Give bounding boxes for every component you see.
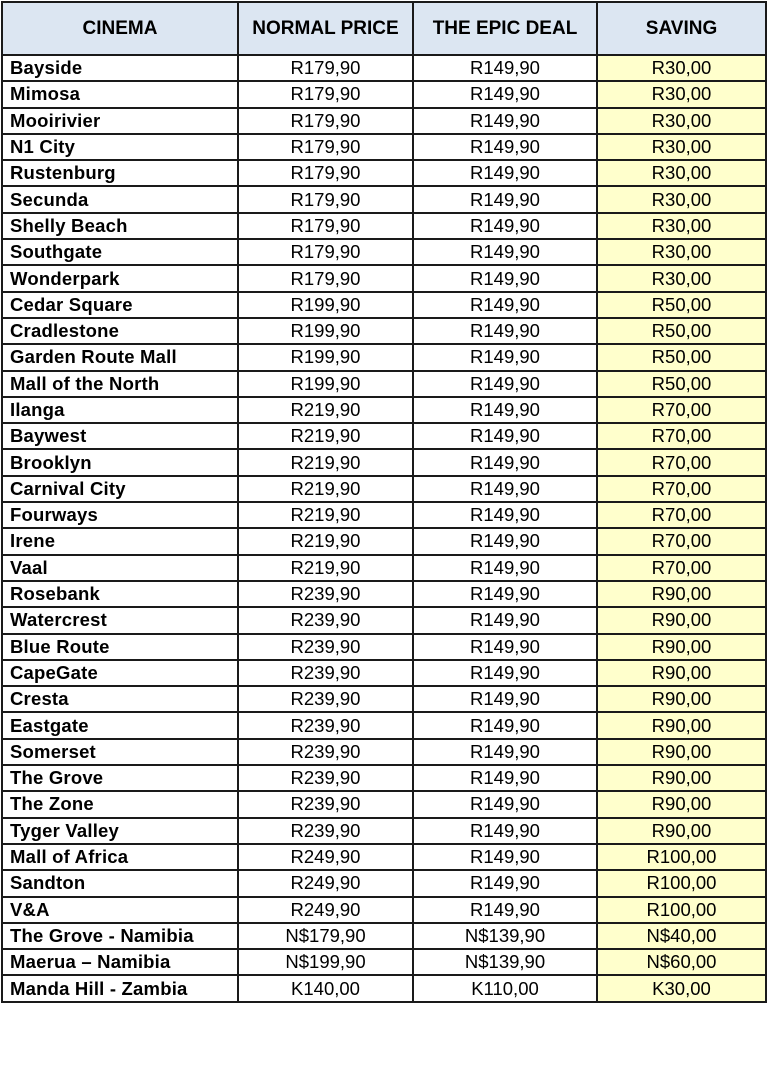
cell-cinema: Sandton: [2, 870, 238, 896]
cell-normal-price: R199,90: [238, 371, 413, 397]
table-row: [2, 318, 766, 344]
cell-saving: R70,00: [597, 449, 766, 475]
header-epic-deal: THE EPIC DEAL: [413, 2, 597, 55]
cell-saving: R100,00: [597, 844, 766, 870]
table-row: [2, 371, 766, 397]
cell-normal-price: R219,90: [238, 555, 413, 581]
cell-epic-deal: R149,90: [413, 818, 597, 844]
cell-saving: R30,00: [597, 108, 766, 134]
cell-cinema: Tyger Valley: [2, 818, 238, 844]
table-row: [2, 686, 766, 712]
cell-saving: N$60,00: [597, 949, 766, 975]
table-row: [2, 607, 766, 633]
cell-epic-deal: R149,90: [413, 634, 597, 660]
cell-saving: R90,00: [597, 686, 766, 712]
cell-epic-deal: R149,90: [413, 371, 597, 397]
cell-normal-price: R239,90: [238, 739, 413, 765]
cell-normal-price: R199,90: [238, 344, 413, 370]
table-row: [2, 502, 766, 528]
cell-normal-price: R239,90: [238, 660, 413, 686]
cell-epic-deal: R149,90: [413, 449, 597, 475]
cell-cinema: Rosebank: [2, 581, 238, 607]
cell-epic-deal: R149,90: [413, 213, 597, 239]
table-row: [2, 134, 766, 160]
cell-normal-price: R179,90: [238, 81, 413, 107]
cell-normal-price: R179,90: [238, 134, 413, 160]
cell-normal-price: R249,90: [238, 897, 413, 923]
cell-epic-deal: R149,90: [413, 292, 597, 318]
table-row: [2, 634, 766, 660]
cell-normal-price: R249,90: [238, 844, 413, 870]
table-row: [2, 186, 766, 212]
cell-epic-deal: R149,90: [413, 555, 597, 581]
table-row: [2, 160, 766, 186]
cell-cinema: CapeGate: [2, 660, 238, 686]
cell-saving: R30,00: [597, 134, 766, 160]
cell-saving: R90,00: [597, 581, 766, 607]
cell-normal-price: N$179,90: [238, 923, 413, 949]
cell-cinema: Wonderpark: [2, 265, 238, 291]
cell-normal-price: R219,90: [238, 502, 413, 528]
table-row: [2, 108, 766, 134]
cell-normal-price: R199,90: [238, 318, 413, 344]
cell-normal-price: R239,90: [238, 634, 413, 660]
table-row: [2, 712, 766, 738]
cell-epic-deal: R149,90: [413, 476, 597, 502]
table-row: [2, 897, 766, 923]
cell-epic-deal: R149,90: [413, 318, 597, 344]
cell-epic-deal: R149,90: [413, 844, 597, 870]
cell-epic-deal: R149,90: [413, 239, 597, 265]
table-row: [2, 791, 766, 817]
table-row: [2, 844, 766, 870]
table-row: [2, 555, 766, 581]
cell-saving: R90,00: [597, 660, 766, 686]
table-row: [2, 344, 766, 370]
cell-cinema: Rustenburg: [2, 160, 238, 186]
cell-cinema: Mimosa: [2, 81, 238, 107]
cell-normal-price: R239,90: [238, 686, 413, 712]
table-row: [2, 265, 766, 291]
header-normal-price: NORMAL PRICE: [238, 2, 413, 55]
cell-normal-price: R239,90: [238, 581, 413, 607]
cell-epic-deal: R149,90: [413, 791, 597, 817]
cell-normal-price: R179,90: [238, 160, 413, 186]
cell-epic-deal: R149,90: [413, 423, 597, 449]
cell-cinema: Brooklyn: [2, 449, 238, 475]
cell-epic-deal: R149,90: [413, 55, 597, 81]
table-row: [2, 975, 766, 1001]
cell-epic-deal: R149,90: [413, 870, 597, 896]
cell-normal-price: R219,90: [238, 423, 413, 449]
cell-normal-price: R179,90: [238, 108, 413, 134]
cell-saving: R70,00: [597, 476, 766, 502]
cell-cinema: Baywest: [2, 423, 238, 449]
cell-saving: R90,00: [597, 634, 766, 660]
cell-cinema: The Grove: [2, 765, 238, 791]
cell-cinema: Mooirivier: [2, 108, 238, 134]
price-comparison-table: [1, 1, 767, 1003]
cell-saving: R30,00: [597, 213, 766, 239]
cell-cinema: Ilanga: [2, 397, 238, 423]
cell-normal-price: R219,90: [238, 528, 413, 554]
cell-epic-deal: K110,00: [413, 975, 597, 1001]
cell-cinema: Eastgate: [2, 712, 238, 738]
cell-saving: R50,00: [597, 371, 766, 397]
cell-epic-deal: N$139,90: [413, 923, 597, 949]
cell-saving: R90,00: [597, 765, 766, 791]
cell-epic-deal: R149,90: [413, 134, 597, 160]
cell-cinema: Mall of the North: [2, 371, 238, 397]
cell-epic-deal: R149,90: [413, 186, 597, 212]
table-row: [2, 739, 766, 765]
cell-saving: R100,00: [597, 897, 766, 923]
table-row: [2, 528, 766, 554]
table-row: [2, 923, 766, 949]
table-row: [2, 765, 766, 791]
cell-normal-price: R219,90: [238, 449, 413, 475]
table-body: [2, 55, 766, 1002]
table-row: [2, 870, 766, 896]
cell-cinema: Cradlestone: [2, 318, 238, 344]
cell-cinema: Irene: [2, 528, 238, 554]
cell-normal-price: R179,90: [238, 186, 413, 212]
cell-epic-deal: R149,90: [413, 265, 597, 291]
cell-normal-price: R249,90: [238, 870, 413, 896]
cell-normal-price: R239,90: [238, 712, 413, 738]
cell-saving: R70,00: [597, 397, 766, 423]
cell-epic-deal: R149,90: [413, 897, 597, 923]
cell-normal-price: R239,90: [238, 791, 413, 817]
cell-normal-price: R219,90: [238, 397, 413, 423]
cell-epic-deal: R149,90: [413, 581, 597, 607]
cell-cinema: The Zone: [2, 791, 238, 817]
cell-saving: R30,00: [597, 55, 766, 81]
cell-epic-deal: R149,90: [413, 81, 597, 107]
cell-saving: R50,00: [597, 318, 766, 344]
cell-saving: R30,00: [597, 186, 766, 212]
cell-epic-deal: R149,90: [413, 344, 597, 370]
cell-normal-price: N$199,90: [238, 949, 413, 975]
cell-saving: R30,00: [597, 239, 766, 265]
table-row: [2, 949, 766, 975]
cell-cinema: Southgate: [2, 239, 238, 265]
cell-cinema: N1 City: [2, 134, 238, 160]
cell-cinema: V&A: [2, 897, 238, 923]
cell-cinema: Vaal: [2, 555, 238, 581]
cell-normal-price: R179,90: [238, 265, 413, 291]
cell-cinema: Mall of Africa: [2, 844, 238, 870]
cell-saving: R90,00: [597, 739, 766, 765]
cell-cinema: Bayside: [2, 55, 238, 81]
cell-epic-deal: R149,90: [413, 712, 597, 738]
header-saving: SAVING: [597, 2, 766, 55]
cell-epic-deal: R149,90: [413, 739, 597, 765]
cell-cinema: Maerua – Namibia: [2, 949, 238, 975]
cell-saving: R100,00: [597, 870, 766, 896]
cell-epic-deal: N$139,90: [413, 949, 597, 975]
cell-cinema: The Grove - Namibia: [2, 923, 238, 949]
cell-cinema: Manda Hill - Zambia: [2, 975, 238, 1001]
cell-saving: R50,00: [597, 344, 766, 370]
table-row: [2, 292, 766, 318]
cell-normal-price: R239,90: [238, 765, 413, 791]
cell-saving: R70,00: [597, 502, 766, 528]
cell-saving: R70,00: [597, 528, 766, 554]
cell-cinema: Watercrest: [2, 607, 238, 633]
cell-normal-price: R199,90: [238, 292, 413, 318]
cell-saving: R30,00: [597, 265, 766, 291]
cell-saving: N$40,00: [597, 923, 766, 949]
cell-saving: R90,00: [597, 818, 766, 844]
cell-saving: K30,00: [597, 975, 766, 1001]
cell-saving: R90,00: [597, 607, 766, 633]
cell-saving: R30,00: [597, 160, 766, 186]
cell-cinema: Fourways: [2, 502, 238, 528]
cell-normal-price: R239,90: [238, 607, 413, 633]
cell-epic-deal: R149,90: [413, 108, 597, 134]
header-row: [2, 2, 766, 55]
cell-cinema: Blue Route: [2, 634, 238, 660]
table-row: [2, 81, 766, 107]
cell-epic-deal: R149,90: [413, 660, 597, 686]
cell-epic-deal: R149,90: [413, 397, 597, 423]
cell-saving: R90,00: [597, 791, 766, 817]
cell-normal-price: R239,90: [238, 818, 413, 844]
table-row: [2, 476, 766, 502]
cell-epic-deal: R149,90: [413, 607, 597, 633]
cell-normal-price: K140,00: [238, 975, 413, 1001]
table-row: [2, 660, 766, 686]
cell-cinema: Garden Route Mall: [2, 344, 238, 370]
cell-cinema: Cresta: [2, 686, 238, 712]
cell-saving: R70,00: [597, 555, 766, 581]
header-cinema: CINEMA: [2, 2, 238, 55]
cell-saving: R70,00: [597, 423, 766, 449]
cell-cinema: Cedar Square: [2, 292, 238, 318]
cell-cinema: Shelly Beach: [2, 213, 238, 239]
cell-saving: R50,00: [597, 292, 766, 318]
table-row: [2, 397, 766, 423]
table-row: [2, 239, 766, 265]
table-row: [2, 581, 766, 607]
cell-cinema: Somerset: [2, 739, 238, 765]
cell-epic-deal: R149,90: [413, 528, 597, 554]
table-row: [2, 423, 766, 449]
cell-epic-deal: R149,90: [413, 686, 597, 712]
cell-normal-price: R179,90: [238, 239, 413, 265]
table-row: [2, 55, 766, 81]
table-row: [2, 449, 766, 475]
cell-epic-deal: R149,90: [413, 502, 597, 528]
cell-epic-deal: R149,90: [413, 160, 597, 186]
cell-normal-price: R219,90: [238, 476, 413, 502]
cell-cinema: Carnival City: [2, 476, 238, 502]
cell-normal-price: R179,90: [238, 55, 413, 81]
table-row: [2, 213, 766, 239]
cell-saving: R30,00: [597, 81, 766, 107]
cell-epic-deal: R149,90: [413, 765, 597, 791]
cell-cinema: Secunda: [2, 186, 238, 212]
table-row: [2, 818, 766, 844]
cell-saving: R90,00: [597, 712, 766, 738]
cell-normal-price: R179,90: [238, 213, 413, 239]
